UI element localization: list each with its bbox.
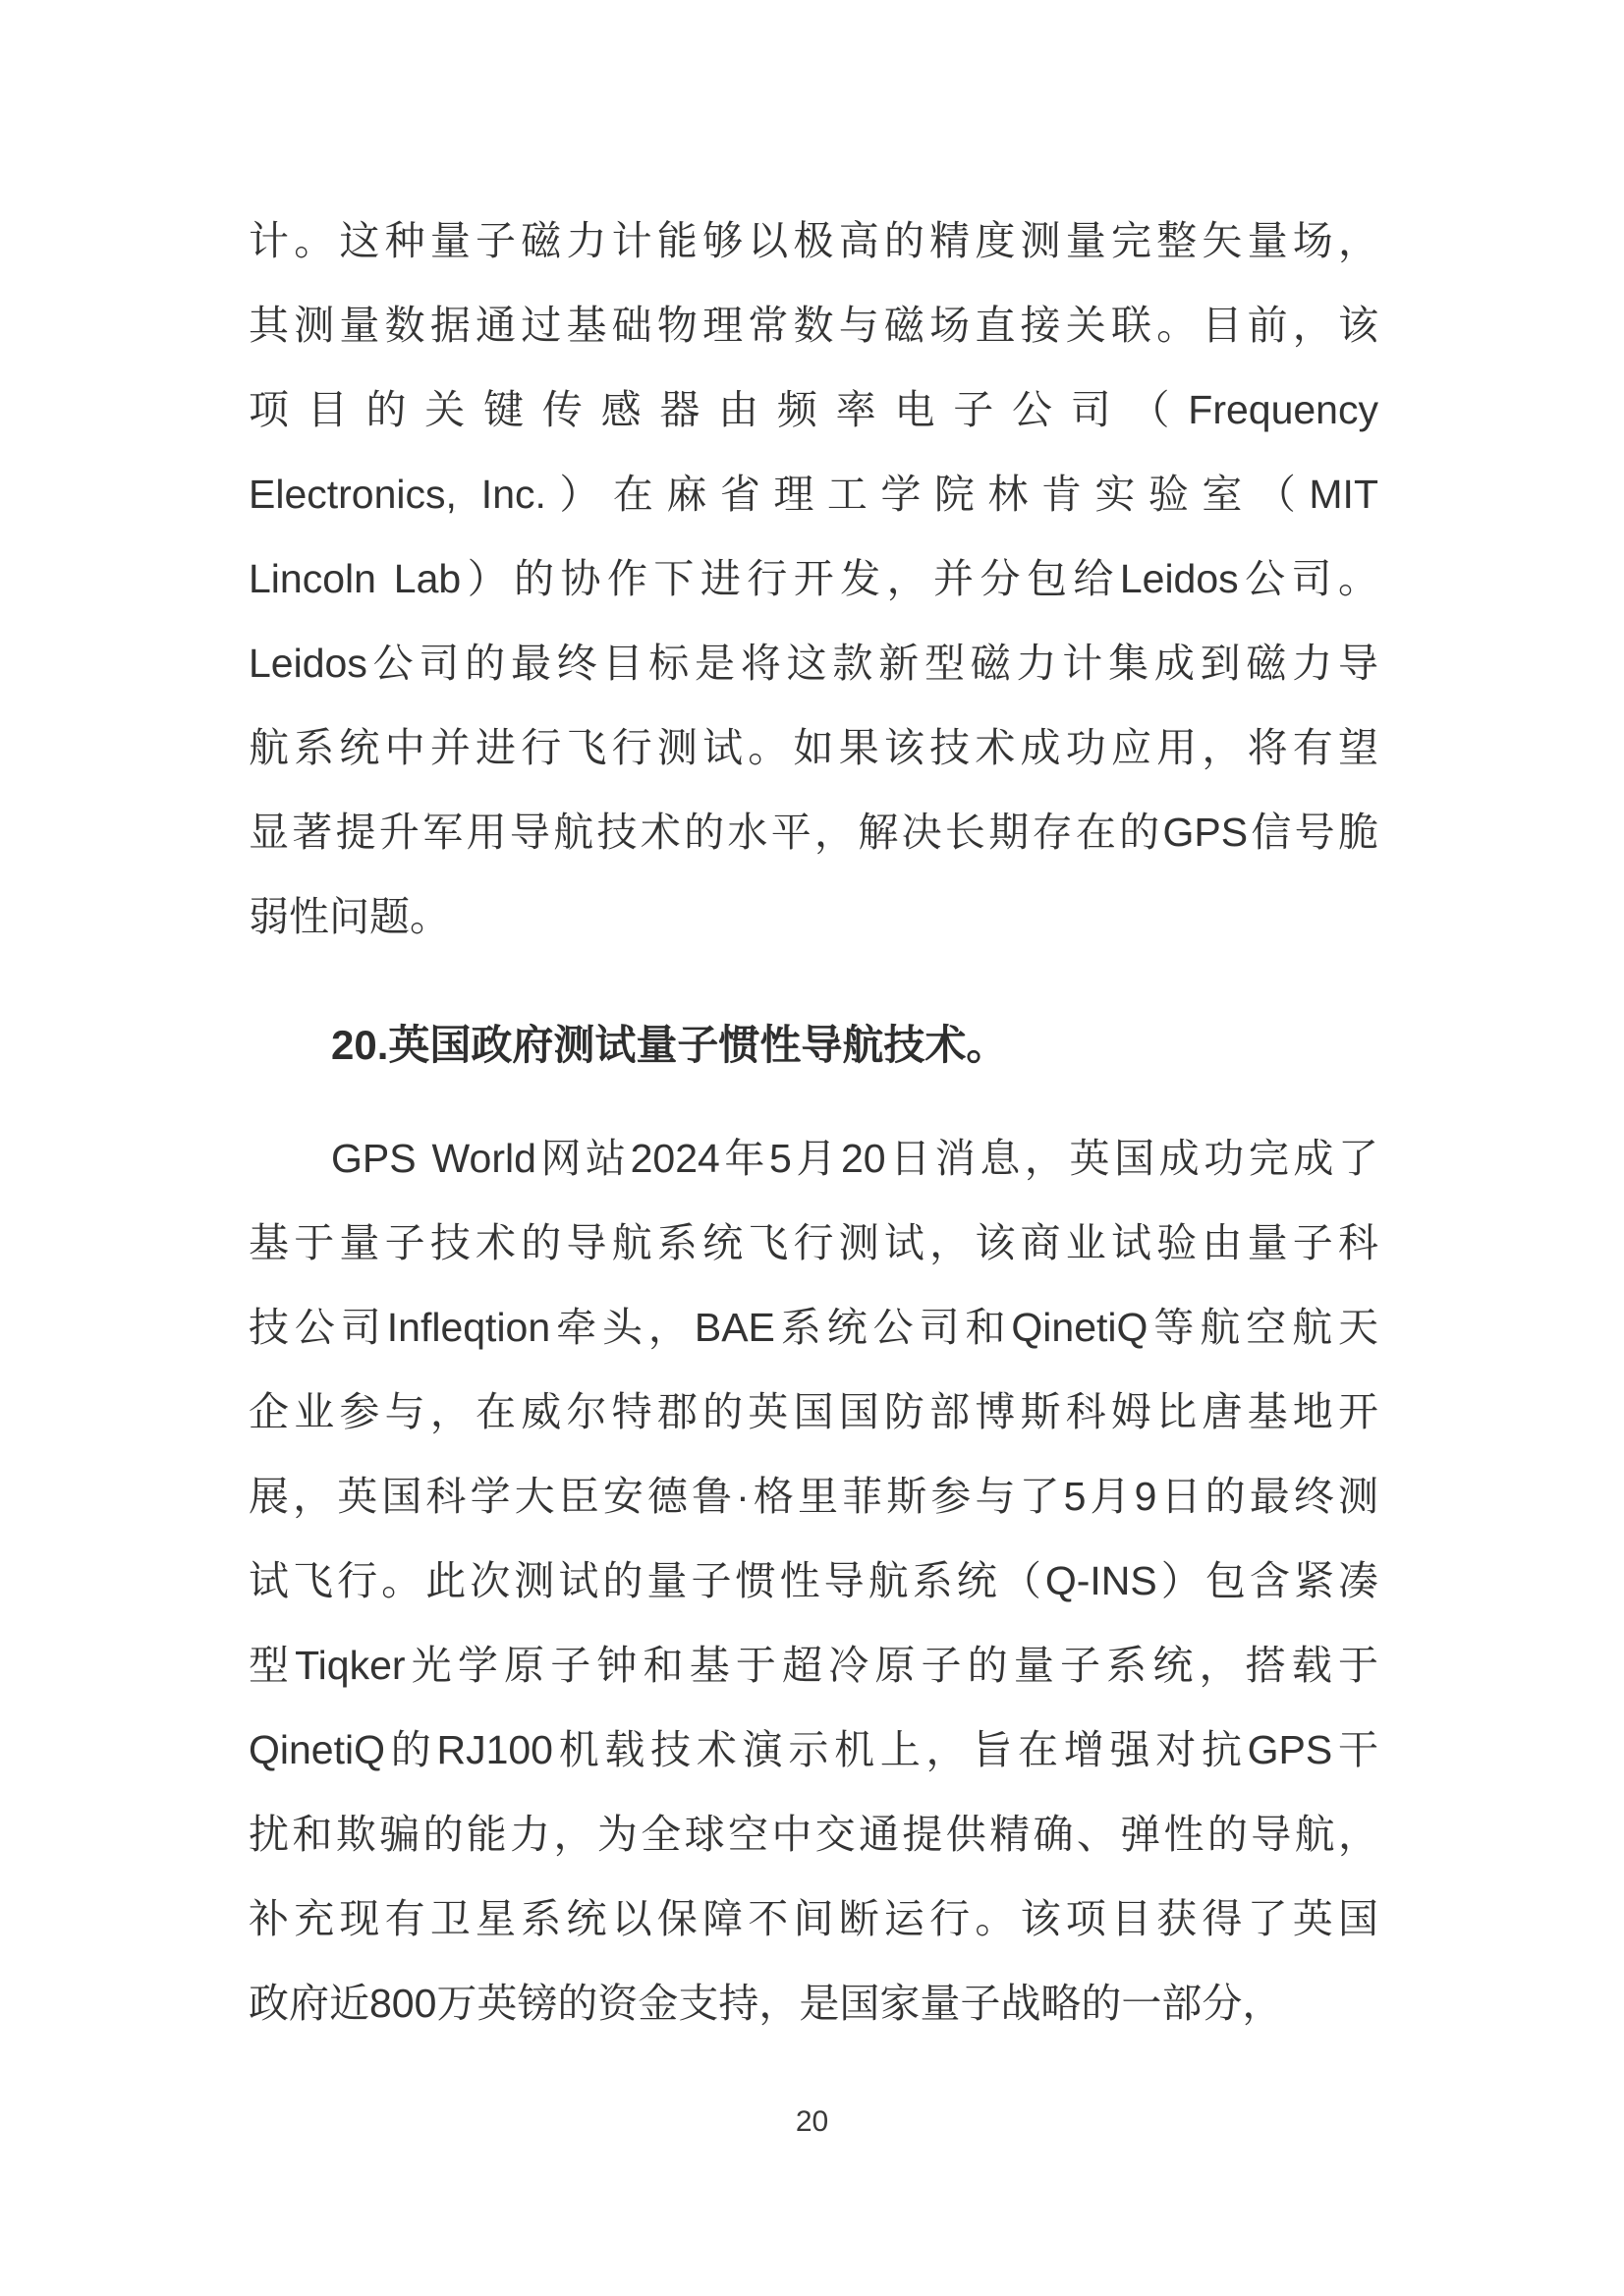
page-number: 20 — [795, 2105, 829, 2138]
body-line: 弱性问题。 — [249, 894, 450, 939]
section-heading: 20.英国政府测试量子惯性导航技术。 — [331, 1022, 1008, 1068]
body-line: Leidos公司的最终目标是将这款新型磁力计集成到磁力导 — [249, 641, 1378, 686]
body-line: 展，英国科学大臣安德鲁·格里菲斯参与了5月9日的最终测 — [249, 1474, 1378, 1519]
body-line: 基于量子技术的导航系统飞行测试，该商业试验由量子科 — [249, 1220, 1378, 1265]
body-line: QinetiQ的RJ100机载技术演示机上，旨在增强对抗GPS干 — [249, 1727, 1378, 1772]
body-line: 航系统中并进行飞行测试。如果该技术成功应用，将有望 — [249, 725, 1378, 770]
body-line: 技公司Infleqtion牵头，BAE系统公司和QinetiQ等航空航天 — [249, 1305, 1378, 1350]
page-body — [249, 198, 1378, 2045]
body-line: 扰和欺骗的能力，为全球空中交通提供精确、弹性的导航， — [249, 1812, 1378, 1857]
body-line: 项目的关键传感器由频率电子公司（Frequency — [249, 387, 1378, 432]
body-line: 其测量数据通过基础物理常数与磁场直接关联。目前，该 — [249, 303, 1378, 348]
body-line: GPS World网站2024年5月20日消息，英国成功完成了 — [331, 1136, 1378, 1181]
body-line: 显著提升军用导航技术的水平，解决长期存在的GPS信号脆 — [249, 810, 1378, 855]
body-line: Lincoln Lab）的协作下进行开发，并分包给Leidos公司。 — [249, 556, 1378, 601]
body-line: 企业参与，在威尔特郡的英国国防部博斯科姆比唐基地开 — [249, 1389, 1378, 1434]
body-line: 补充现有卫星系统以保障不间断运行。该项目获得了英国 — [249, 1896, 1378, 1941]
body-line: 试飞行。此次测试的量子惯性导航系统（Q-INS）包含紧凑 — [249, 1558, 1378, 1603]
body-line: Electronics, Inc.）在麻省理工学院林肯实验室（MIT — [249, 472, 1378, 517]
body-line: 计。这种量子磁力计能够以极高的精度测量完整矢量场， — [249, 218, 1378, 263]
body-line: 型Tiqker光学原子钟和基于超冷原子的量子系统，搭载于 — [249, 1643, 1378, 1688]
body-line: 政府近800万英镑的资金支持，是国家量子战略的一部分， — [249, 1981, 1283, 2026]
